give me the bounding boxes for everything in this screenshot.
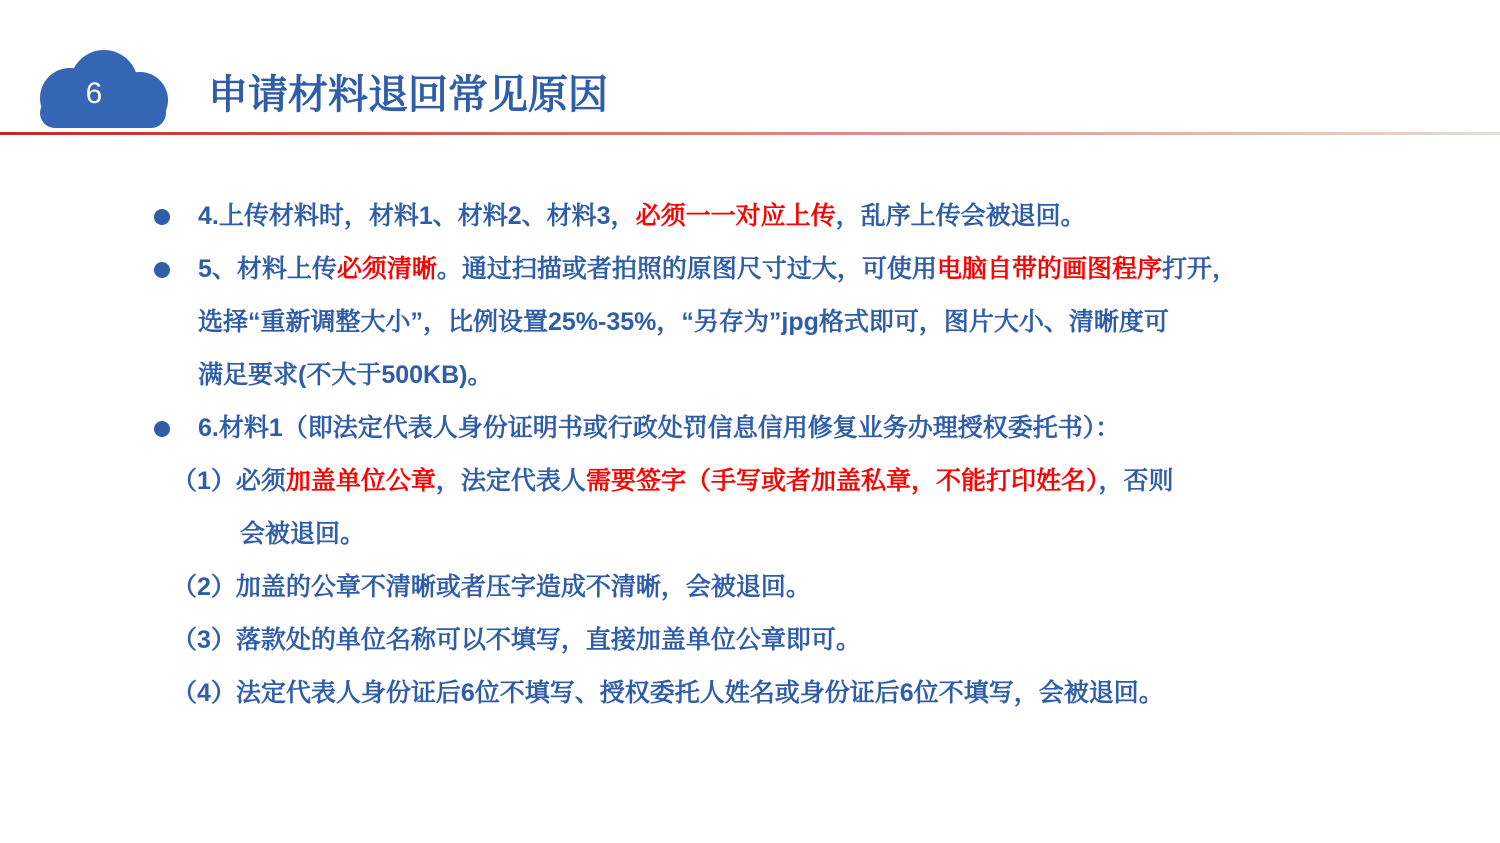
highlight-text: 需要签字（手写或者加盖私章，不能打印姓名） — [585, 467, 1099, 495]
highlight-text: 必须一一对应上传 — [635, 202, 836, 230]
list-item-5-line-3: 满足要求(不大于500KB)。 — [198, 361, 493, 389]
highlight-text: 电脑自带的画图程序 — [936, 255, 1162, 283]
slide-number: 6 — [85, 77, 103, 110]
sub-item-2: （2）加盖的公章不清晰或者压字造成不清晰，会被退回。 — [172, 573, 811, 601]
sub-item-1-line-2: 会被退回。 — [240, 520, 366, 548]
list-item-5-line-2: 选择“重新调整大小”，比例设置25%-35%，“另存为”jpg格式即可，图片大小、清晰度可 — [198, 308, 1169, 336]
sub-item-4: （4）法定代表人身份证后6位不填写、授权委托人姓名或身份证后6位不填写，会被退回。 — [172, 679, 1164, 707]
list-item-4: 4.上传材料时，材料1、材料2、材料3，必须一一对应上传，乱序上传会被退回。 — [198, 202, 1086, 230]
highlight-text: 必须清晰 — [336, 255, 437, 283]
bullet-dot-icon — [154, 421, 170, 437]
sub-item-1: （1）必须加盖单位公章，法定代表人需要签字（手写或者加盖私章，不能打印姓名），否则 — [172, 467, 1174, 495]
sub-item-3: （3）落款处的单位名称可以不填写，直接加盖单位公章即可。 — [172, 626, 861, 654]
highlight-text: 加盖单位公章 — [285, 467, 436, 495]
list-item-6: 6.材料1（即法定代表人身份证明书或行政处罚信息信用修复业务办理授权委托书）： — [198, 414, 1121, 442]
title-divider — [0, 132, 1500, 135]
page-title: 申请材料退回常见原因 — [208, 73, 608, 117]
list-item-5: 5、材料上传必须清晰。通过扫描或者拍照的原图尺寸过大，可使用电脑自带的画图程序打开， — [198, 255, 1237, 283]
bullet-dot-icon — [154, 209, 170, 225]
bullet-dot-icon — [154, 262, 170, 278]
